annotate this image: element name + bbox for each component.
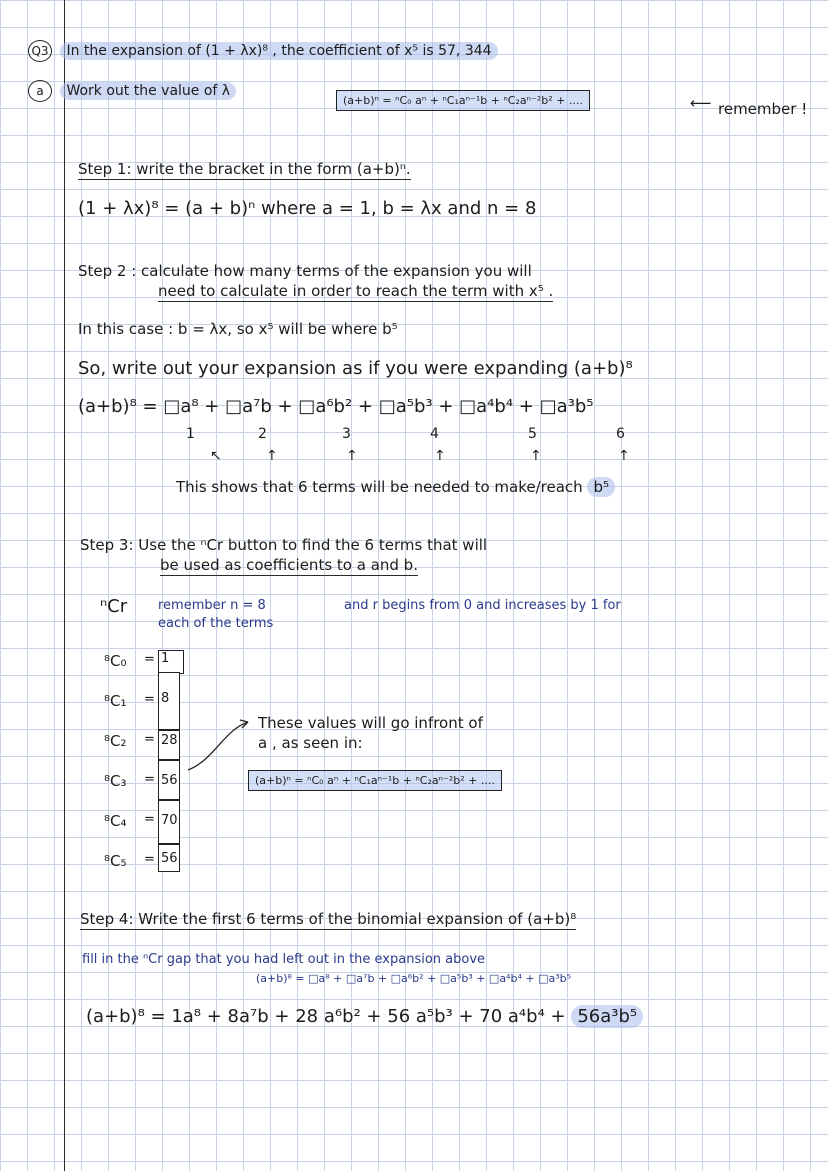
equals-sign: = — [144, 772, 155, 787]
reminder-note: remember ! — [718, 100, 808, 118]
arrow-up-icon: ↑ — [434, 448, 446, 464]
reminder-formula-box: (a+b)ⁿ = ⁿC₀ aⁿ + ⁿC₁aⁿ⁻¹b + ⁿC₂aⁿ⁻²b² + .... — [336, 90, 590, 111]
step2-conclusion-term: b⁵ — [587, 477, 615, 497]
ncr-row-label: ⁸C₅ — [104, 852, 127, 870]
curved-arrow-icon — [184, 700, 264, 780]
part-label-badge: a — [28, 80, 52, 102]
step4-fill-note: fill in the ⁿCr gap that you had left out in the expansion above — [82, 952, 486, 967]
step1-equation: (1 + λx)⁸ = (a + b)ⁿ where a = 1, b = λx and n = 8 — [78, 198, 537, 219]
ncr-row-value: 28 — [158, 730, 180, 760]
arrow-up-icon: ↖ — [210, 448, 222, 464]
step2-expansion: (a+b)⁸ = □a⁸ + □a⁷b + □a⁶b² + □a⁵b³ + □a⁴b⁴ + □a³b⁵ — [78, 396, 594, 417]
ncr-row-value: 70 — [158, 800, 180, 844]
ncr-row-label: ⁸C₄ — [104, 812, 127, 830]
final-expansion-last-term: 56a³b⁵ — [571, 1005, 643, 1028]
equals-sign: = — [144, 812, 155, 827]
step2-heading-line2: need to calculate in order to reach the term with x⁵ . — [158, 282, 554, 300]
equals-sign: = — [144, 732, 155, 747]
step4-final-expansion — [86, 1006, 643, 1027]
step3-note-line1: remember n = 8 — [158, 598, 266, 613]
term-number: 5 — [528, 426, 537, 442]
step2-conclusion-text: This shows that 6 terms will be needed to make/reach — [176, 478, 583, 496]
term-number: 1 — [186, 426, 195, 442]
ncr-row-label: ⁸C₀ — [104, 652, 127, 670]
term-number: 6 — [616, 426, 625, 442]
equals-sign: = — [144, 652, 155, 667]
question-line — [28, 40, 498, 62]
step2-heading-line1: Step 2 : calculate how many terms of the expansion you will — [78, 262, 532, 280]
values-formula-box: (a+b)ⁿ = ⁿC₀ aⁿ + ⁿC₁aⁿ⁻¹b + ⁿC₂aⁿ⁻²b² + .... — [248, 770, 502, 791]
step2-case-line: In this case : b = λx, so x⁵ will be where b⁵ — [78, 320, 398, 338]
ncr-label: ⁿCr — [100, 596, 128, 617]
ncr-row-value: 8 — [158, 672, 180, 730]
ncr-row-label: ⁸C₃ — [104, 772, 127, 790]
term-number: 3 — [342, 426, 351, 442]
values-note-line1: These values will go infront of — [258, 714, 483, 732]
step2-conclusion — [176, 478, 615, 496]
step2-write-line: So, write out your expansion as if you were expanding (a+b)⁸ — [78, 358, 633, 379]
ncr-row-value: 56 — [158, 844, 180, 872]
step1-heading: Step 1: write the bracket in the form (a+b)ⁿ. — [78, 160, 411, 178]
final-expansion-terms: (a+b)⁸ = 1a⁸ + 8a⁷b + 28 a⁶b² + 56 a⁵b³ + 70 a⁴b⁴ + — [86, 1006, 566, 1027]
ncr-row-label: ⁸C₁ — [104, 692, 127, 710]
step3-heading-line1: Step 3: Use the ⁿCr button to find the 6 terms that will — [80, 536, 488, 554]
arrow-up-icon: ↑ — [618, 448, 630, 464]
ncr-row-value: 56 — [158, 760, 180, 800]
reminder-arrow-icon: ⟵ — [690, 94, 712, 112]
question-number-badge: Q3 — [28, 40, 52, 62]
term-number: 4 — [430, 426, 439, 442]
step3-note-line1b: and r begins from 0 and increases by 1 for — [344, 598, 621, 613]
arrow-up-icon: ↑ — [266, 448, 278, 464]
margin-line — [64, 0, 65, 1171]
term-number: 2 — [258, 426, 267, 442]
step3-note-line2: each of the terms — [158, 616, 274, 631]
step4-heading: Step 4: Write the first 6 terms of the binomial expansion of (a+b)⁸ — [80, 910, 577, 928]
arrow-up-icon: ↑ — [530, 448, 542, 464]
part-a-line — [28, 80, 236, 102]
arrow-up-icon: ↑ — [346, 448, 358, 464]
step3-heading-line2: be used as coefficients to a and b. — [160, 556, 418, 574]
part-text: Work out the value of λ — [60, 82, 236, 100]
question-text: In the expansion of (1 + λx)⁸ , the coefficient of x⁵ is 57, 344 — [60, 42, 497, 60]
equals-sign: = — [144, 692, 155, 707]
values-note-line2: a , as seen in: — [258, 734, 363, 752]
ncr-row-label: ⁸C₂ — [104, 732, 127, 750]
ncr-row-value: 1 — [158, 650, 184, 674]
step4-fill-expansion: (a+b)⁸ = □a⁸ + □a⁷b + □a⁶b² + □a⁵b³ + □a⁴b⁴ + □a³b⁵ — [256, 972, 572, 985]
equals-sign: = — [144, 852, 155, 867]
